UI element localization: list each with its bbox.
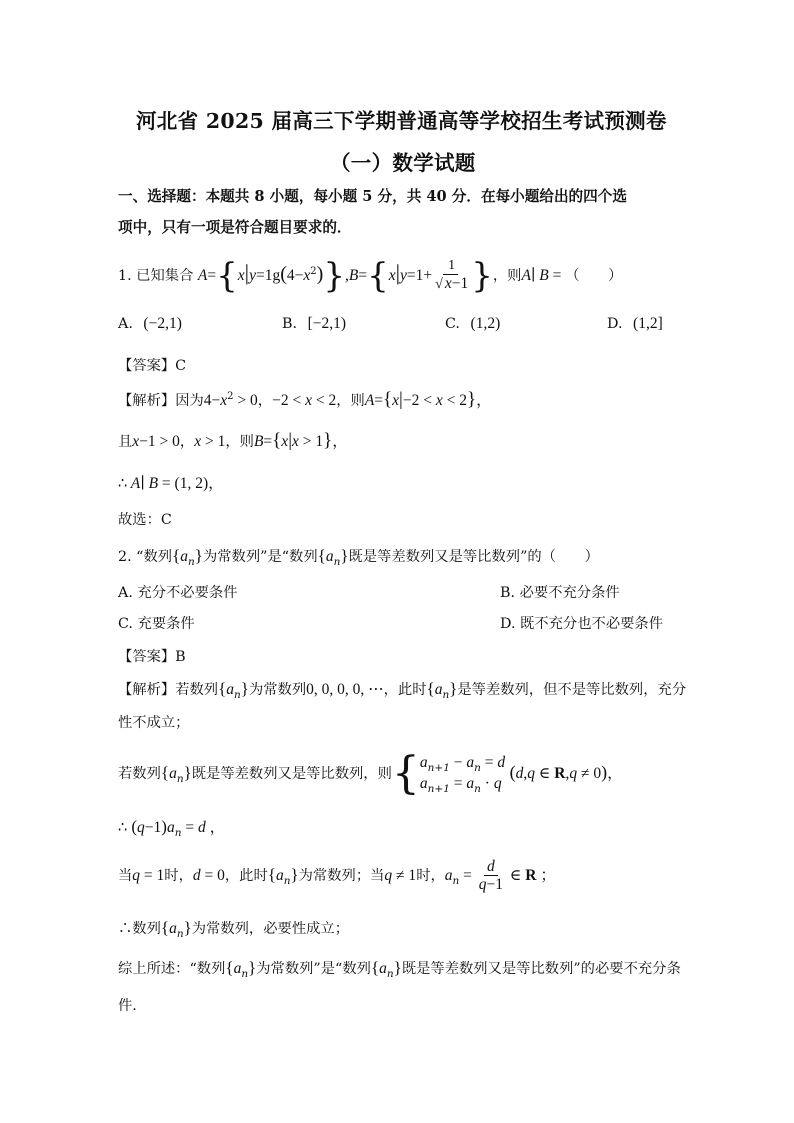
q1-answer: 【答案】C <box>118 358 187 374</box>
q1-prefix: 1. 已知集合 <box>118 268 194 284</box>
option-value: (1,2] <box>633 315 663 332</box>
q1-option-c <box>445 315 500 333</box>
therefore-symbol: ∴ <box>118 476 128 492</box>
q2-expl-line1: 【解析】若数列$\{a_n\}$为常数列0, 0, 0, 0, ⋯，此时$\{a_n\}$是等差数列，但不是等比数列，充分 <box>118 679 687 701</box>
option-value: (1,2) <box>470 315 501 332</box>
option-letter: B. <box>282 316 298 332</box>
text: 若数列 <box>118 766 161 782</box>
q1-expl-line3: ∴ A∣ B = (1, 2)， <box>118 475 224 492</box>
text: 综上所述：“数列 <box>118 961 226 977</box>
text: 且 <box>118 434 133 450</box>
q2-expl-line1b: 性不成立； <box>118 715 190 731</box>
expl-label: 【解析】 <box>118 682 176 698</box>
text: 为常数列，必要性成立； <box>191 921 350 937</box>
q1-expl-line2: 且x−1 > 0，x > 1，则B={x|x > 1}， <box>118 430 348 451</box>
text: ，此时 <box>224 868 268 884</box>
q2-expl-line3: ∴ $(q-1)a_n = d$ ， <box>118 817 226 839</box>
q1-conclusion: 故选：C <box>118 512 172 528</box>
text: 时， <box>164 868 193 884</box>
q2-option-d: D. 既不充分也不必要条件 <box>500 616 664 632</box>
page-subtitle: （一）数学试题 <box>330 151 476 175</box>
text: 既是等差数列又是等比数列”的（ ） <box>348 549 599 565</box>
text: ，此时 <box>383 682 427 698</box>
q1-option-d <box>607 315 663 333</box>
text: 2. “数列 <box>118 549 173 565</box>
q1-paren: （ ） <box>565 268 623 284</box>
q1-expl-line1: 【解析】因为$4-x^2 > 0$，−2 < x < 2，则A={x|−2 < x < 2}， <box>118 389 492 410</box>
q2-expl-line2: 若数列$\{a_n\}$既是等差数列又是等比数列，则{ $a_{n+1} - a_n = d$ $a_{n+1} = a_n \cdot q$ (d,q ∈ R,q ≠ 0)， <box>118 748 623 799</box>
equation-system: $a_{n+1} - a_n = d$ $a_{n+1} = a_n \cdot q$ <box>419 754 506 795</box>
q1-suffix: ，则 <box>492 268 522 284</box>
option-value: (−2,1) <box>143 315 182 332</box>
text: 若数列 <box>175 682 219 698</box>
q2-option-b: B. 必要不充分条件 <box>500 585 620 601</box>
text: 为常数列”是“数列 <box>202 549 318 565</box>
q1-stem: 1. 已知集合 $A=\{x|y=1g(4-x^2)\},B=\{x|y=1+$ $\frac{1}{√ x-1}$ }，则A∣ B = （ ） <box>118 256 623 296</box>
section-heading-cont: 项中，只有一项是符合题目要求的． <box>118 219 352 236</box>
text: 为常数列”是“数列 <box>256 961 371 977</box>
text: ， <box>257 393 273 409</box>
q2-option-c: C. 充要条件 <box>118 616 195 632</box>
q2-summary: 综上所述：“数列$\{a_n\}$为常数列”是“数列$\{a_n\}$既是等差数列又是等比数列”的必要不充分条 <box>118 958 681 980</box>
therefore-symbol: ∴ <box>118 820 128 836</box>
text: 是等差数列，但不是等比数列，充分 <box>457 682 687 698</box>
text: ，则 <box>225 434 254 450</box>
text: 时， <box>416 868 445 884</box>
text: 为常数列 <box>248 682 307 698</box>
q2-expl-line4: 当q = 1时，d = 0，此时$\{a_n\}$为常数列；当q ≠ 1时，$a_n$ = $\frac{d}{q-1}$ ∈ R ； <box>118 857 556 893</box>
q2-option-a: A. 充分不必要条件 <box>118 585 238 601</box>
expl-label: 【解析】 <box>118 393 176 409</box>
q2-answer: 【答案】B <box>118 649 186 665</box>
text: ， <box>179 434 195 450</box>
q1-option-b <box>282 315 346 333</box>
section-heading: 一、选择题：本题共 8 小题，每小题 5 分，共 40 分．在每小题给出的四个选 <box>118 188 627 205</box>
text: 因为 <box>175 393 204 409</box>
text: 既是等差数列又是等比数列，则 <box>191 766 392 782</box>
q1-set-a: A <box>197 267 208 284</box>
text: 为常数列；当 <box>298 868 385 884</box>
option-letter: A. <box>118 316 133 332</box>
text: ，则 <box>336 393 365 409</box>
q1-option-a <box>118 315 182 333</box>
option-letter: C. <box>445 316 460 332</box>
q2-stem: 2. “数列$\{a_n\}$为常数列”是“数列$\{a_n\}$既是等差数列又是等比数列”的（ ） <box>118 546 599 568</box>
page-title: 河北省 2025 届高三下学期普通高等学校招生考试预测卷 <box>136 109 667 133</box>
text: ∴数列 <box>118 921 161 937</box>
text: 当 <box>118 868 133 884</box>
sequence-values: 0, 0, 0, 0, ⋯ <box>306 681 384 698</box>
q2-summary-cont: 件. <box>118 998 137 1014</box>
option-value: [−2,1) <box>307 315 347 332</box>
option-letter: D. <box>607 316 623 332</box>
text: 既是等差数列又是等比数列”的必要不充分条 <box>401 961 681 977</box>
q2-expl-line5: ∴数列$\{a_n\}$为常数列，必要性成立； <box>118 918 350 940</box>
